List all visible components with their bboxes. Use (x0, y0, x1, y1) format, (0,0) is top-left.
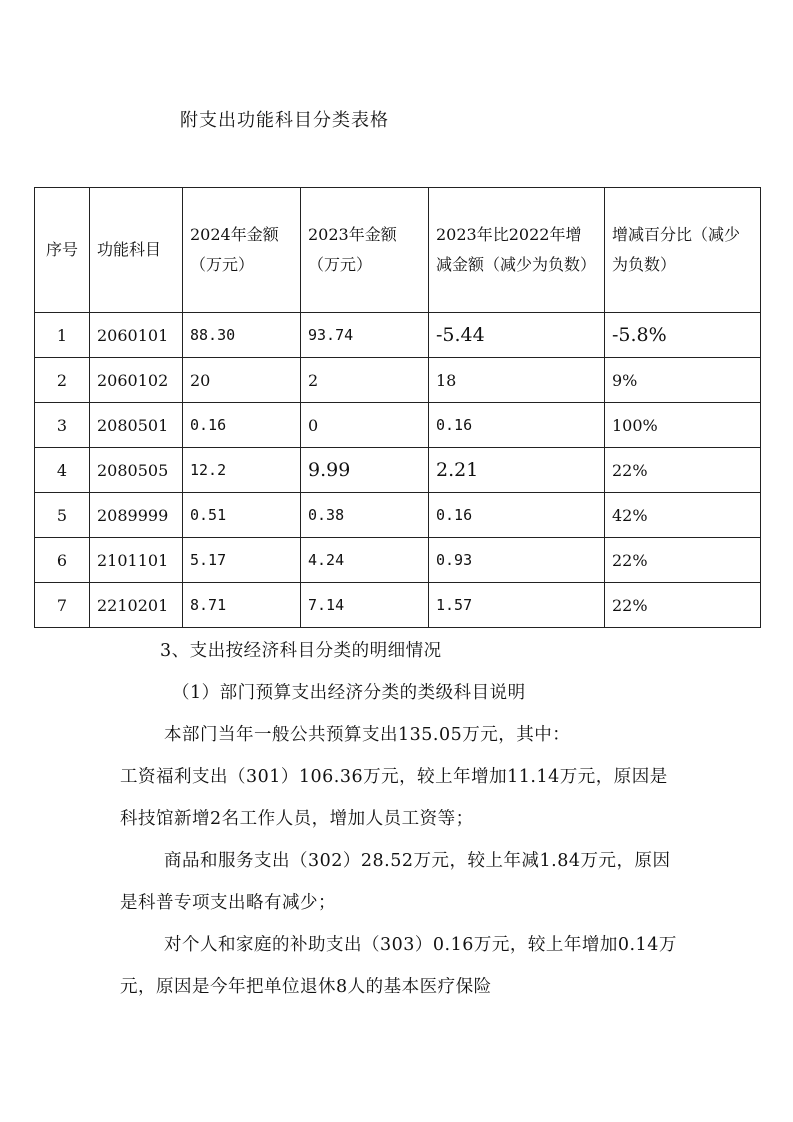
cell-2024: 20 (183, 358, 301, 403)
header-change-percent: 增减百分比（减少为负数） (605, 188, 761, 313)
cell-percent: 100% (605, 403, 761, 448)
cell-2023: 0.38 (301, 493, 429, 538)
paragraph-subsidy: 对个人和家庭的补助支出（303）0.16万元，较上年增加0.14万元，原因是今年把单位退休8人的基本医疗保险 (120, 935, 677, 997)
table-row (35, 493, 761, 538)
table-row (35, 448, 761, 493)
header-2024-amount: 2024年金额（万元） (183, 188, 301, 313)
cell-change: 1.57 (429, 583, 605, 628)
table-row (35, 313, 761, 358)
function-subject-table (34, 187, 761, 628)
cell-2024: 8.71 (183, 583, 301, 628)
table-row (35, 403, 761, 448)
cell-2024: 0.16 (183, 403, 301, 448)
cell-2023: 4.24 (301, 538, 429, 583)
cell-percent: -5.8% (605, 313, 761, 358)
cell-subject: 2089999 (90, 493, 183, 538)
cell-percent: 22% (605, 448, 761, 493)
cell-2023: 93.74 (301, 313, 429, 358)
cell-change: 18 (429, 358, 605, 403)
table-row (35, 583, 761, 628)
header-subject: 功能科目 (90, 188, 183, 313)
cell-percent: 22% (605, 538, 761, 583)
cell-2023: 2 (301, 358, 429, 403)
table-row (35, 538, 761, 583)
section-heading: 3、支出按经济科目分类的明细情况 (160, 641, 442, 661)
cell-2024: 0.51 (183, 493, 301, 538)
table-row (35, 358, 761, 403)
cell-subject: 2080501 (90, 403, 183, 448)
cell-2023: 0 (301, 403, 429, 448)
cell-percent: 22% (605, 583, 761, 628)
cell-2023: 9.99 (301, 448, 429, 493)
cell-index: 3 (35, 403, 90, 448)
paragraph-goods-services: 商品和服务支出（302）28.52万元，较上年减1.84万元，原因是科普专项支出略有减少； (120, 851, 671, 913)
cell-percent: 9% (605, 358, 761, 403)
table-header-row (35, 188, 761, 313)
cell-2024: 5.17 (183, 538, 301, 583)
cell-change: 2.21 (429, 448, 605, 493)
cell-index: 6 (35, 538, 90, 583)
cell-subject: 2210201 (90, 583, 183, 628)
cell-2023: 7.14 (301, 583, 429, 628)
body-text (120, 630, 680, 1008)
paragraph-wages: 工资福利支出（301）106.36万元，较上年增加11.14万元，原因是科技馆新增2名工作人员，增加人员工资等； (120, 767, 668, 829)
cell-2024: 88.30 (183, 313, 301, 358)
cell-change: 0.16 (429, 493, 605, 538)
cell-subject: 2080505 (90, 448, 183, 493)
cell-index: 1 (35, 313, 90, 358)
cell-change: 0.93 (429, 538, 605, 583)
header-2023-amount: 2023年金额（万元） (301, 188, 429, 313)
paragraph-total: 本部门当年一般公共预算支出135.05万元，其中： (164, 725, 571, 745)
sub-heading: （1）部门预算支出经济分类的类级科目说明 (172, 683, 526, 703)
header-index: 序号 (35, 188, 90, 313)
cell-subject: 2060102 (90, 358, 183, 403)
cell-index: 5 (35, 493, 90, 538)
cell-2024: 12.2 (183, 448, 301, 493)
cell-change: -5.44 (429, 313, 605, 358)
cell-index: 4 (35, 448, 90, 493)
cell-index: 7 (35, 583, 90, 628)
header-change-amount: 2023年比2022年增减金额（减少为负数） (429, 188, 605, 313)
cell-change: 0.16 (429, 403, 605, 448)
cell-subject: 2101101 (90, 538, 183, 583)
page-title: 附支出功能科目分类表格 (180, 110, 389, 131)
cell-percent: 42% (605, 493, 761, 538)
cell-subject: 2060101 (90, 313, 183, 358)
cell-index: 2 (35, 358, 90, 403)
